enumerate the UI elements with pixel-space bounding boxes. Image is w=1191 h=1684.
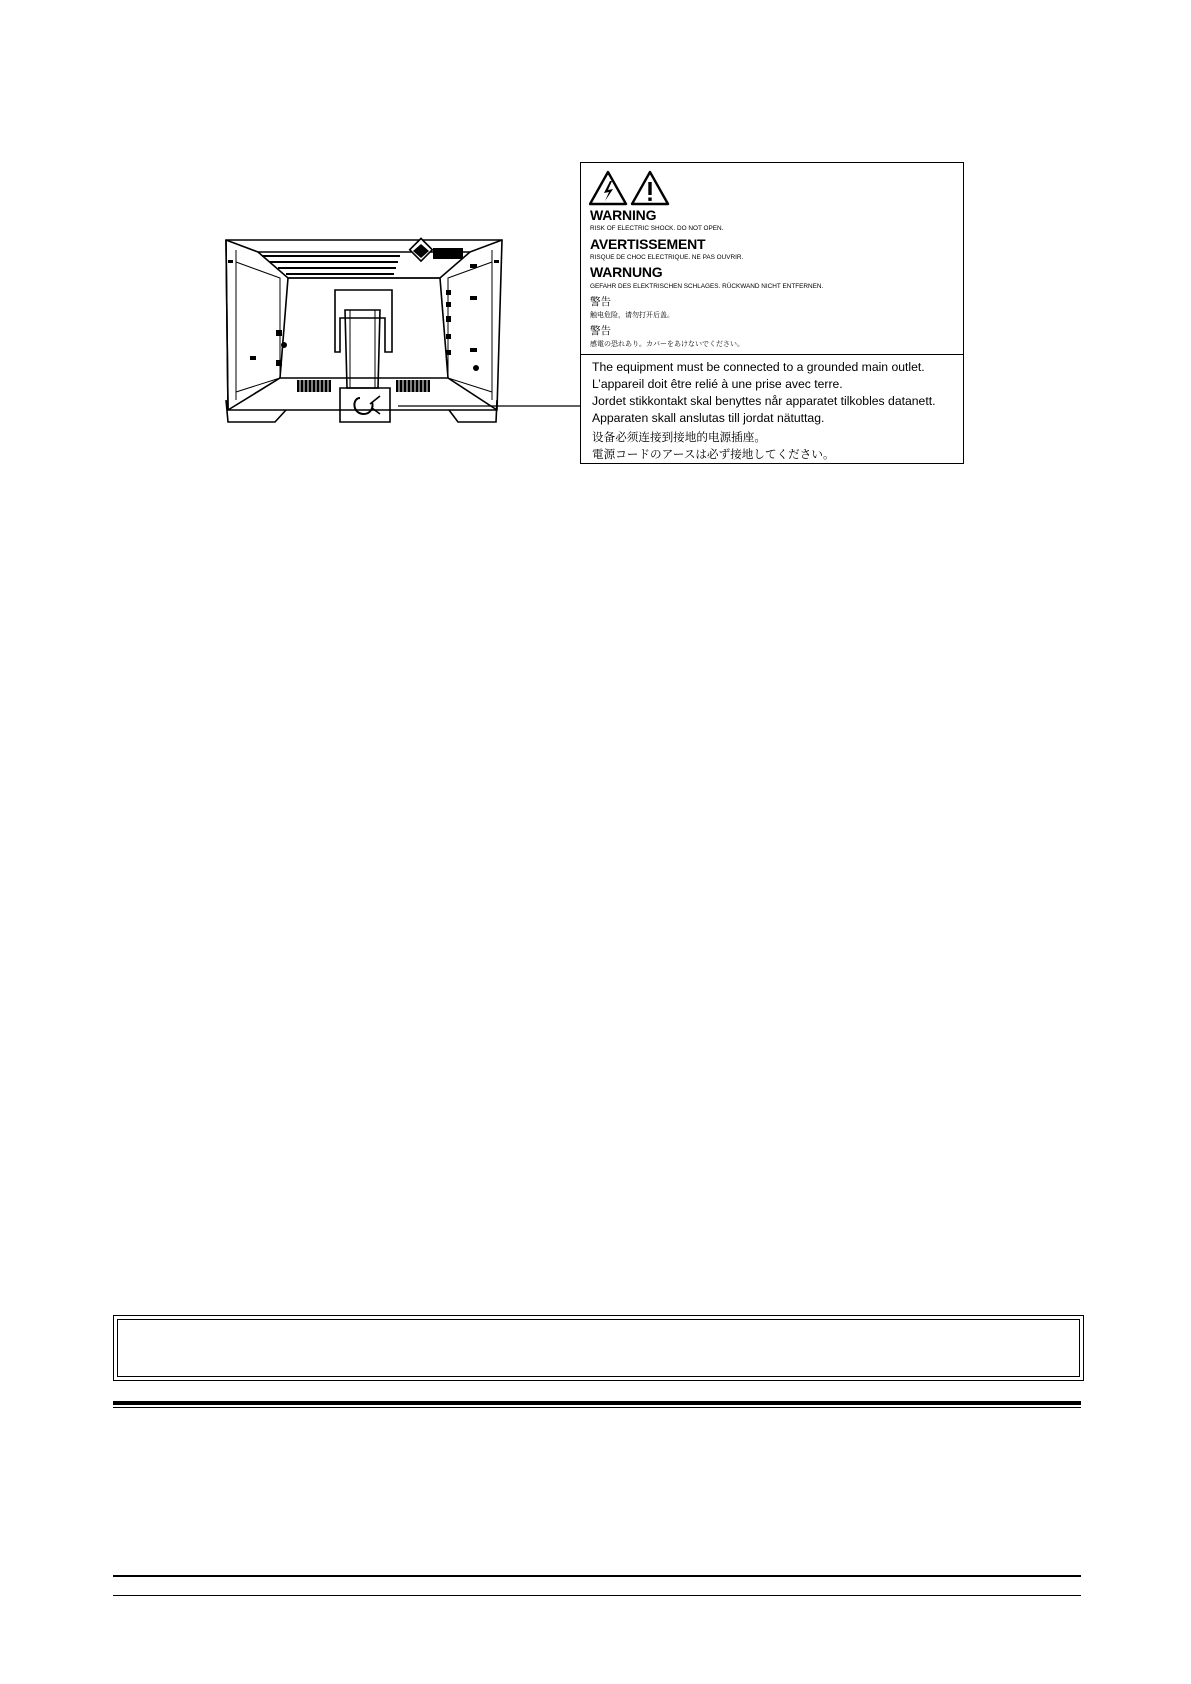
warnung-title: WARNUNG xyxy=(590,264,663,280)
section-rule-top-thick xyxy=(113,1401,1081,1405)
ja-warning-title: 警告 xyxy=(590,325,611,337)
general-warning-icon xyxy=(632,172,668,204)
electric-shock-warning-icon xyxy=(589,169,679,209)
grounding-line-sv: Apparaten skall anslutas till jordat nätuttag. xyxy=(592,411,825,425)
zh-warning-title: 警告 xyxy=(590,296,611,308)
grounding-line-fr: L’appareil doit être relié à une prise avec terre. xyxy=(592,377,843,391)
warnung-text: GEFAHR DES ELEKTRISCHEN SCHLAGES. RÜCKWAND NICHT ENTFERNEN. xyxy=(590,283,824,290)
grounding-line-en: The equipment must be connected to a grounded main outlet. xyxy=(592,360,925,374)
avertissement-title: AVERTISSEMENT xyxy=(590,236,706,252)
section-rule-bottom-thin xyxy=(113,1595,1081,1596)
label-divider xyxy=(581,354,963,355)
grounding-line-ja: 電源コードのアースは必ず接地してください。 xyxy=(592,447,835,461)
ja-warning-text: 感電の恐れあり。カバーをあけないでください。 xyxy=(590,340,744,348)
warning-title: WARNING xyxy=(590,207,657,223)
zh-warning-text: 触电危险，请勿打开后盖。 xyxy=(590,311,674,319)
section-rule-top-thin xyxy=(113,1407,1081,1408)
warning-text: RISK OF ELECTRIC SHOCK. DO NOT OPEN. xyxy=(590,225,724,232)
grounding-line-zh: 设备必须连接到接地的电源插座。 xyxy=(592,430,766,444)
warning-icons xyxy=(589,169,679,209)
section-rule-bottom-thick xyxy=(113,1575,1081,1577)
grounding-line-no: Jordet stikkontakt skal benyttes når apparatet tilkobles datanett. xyxy=(592,394,936,408)
warning-label xyxy=(580,162,964,464)
notice-box-inner xyxy=(117,1319,1080,1377)
avertissement-text: RISQUE DE CHOC ELECTRIQUE. NE PAS OUVRIR. xyxy=(590,254,744,261)
notice-box xyxy=(113,1315,1084,1381)
